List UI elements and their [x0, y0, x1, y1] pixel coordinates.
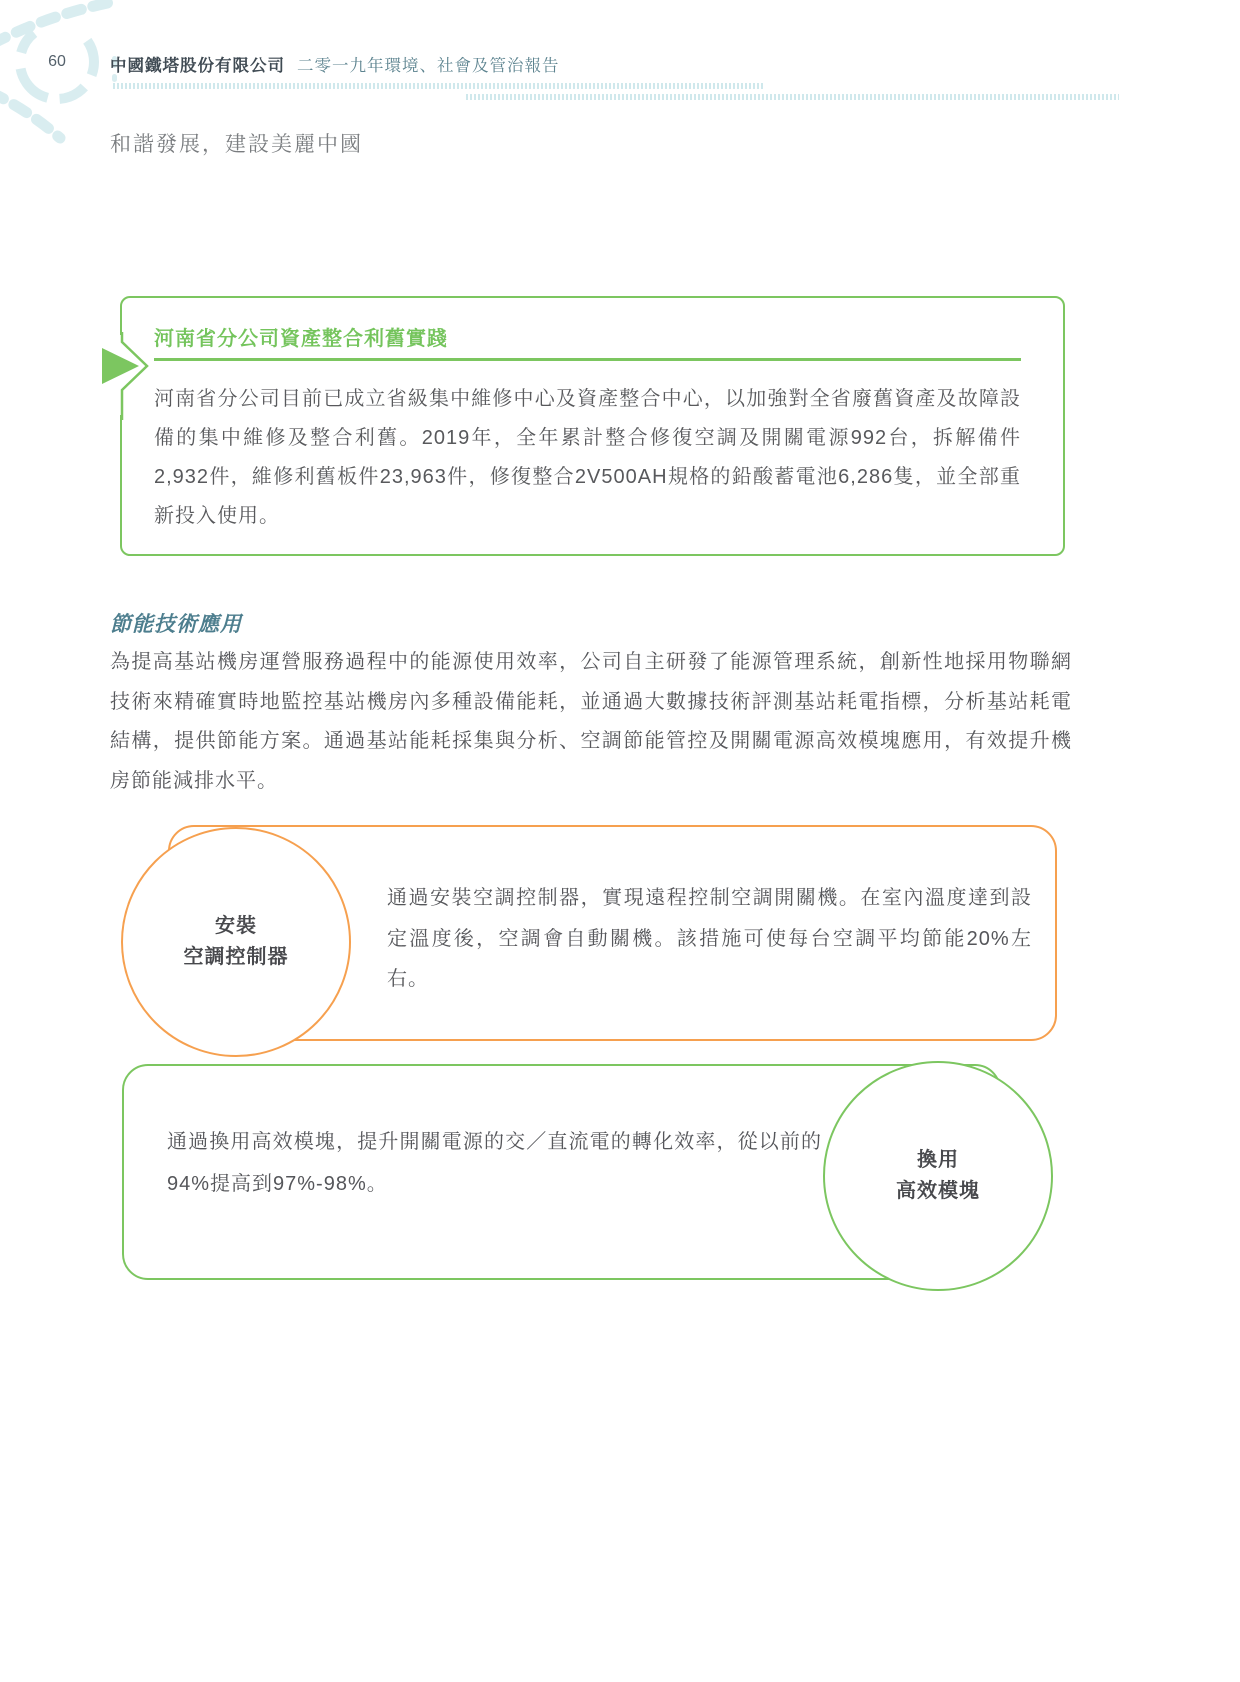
case-box-title-underline — [154, 358, 1021, 361]
bubble-module-label-circle — [823, 1061, 1053, 1291]
page-number: 60 — [48, 53, 66, 70]
header-divider-2 — [466, 94, 1119, 100]
case-box-title: 河南省分公司資產整合利舊實踐 — [154, 328, 448, 350]
company-name: 中國鐵塔股份有限公司 — [110, 57, 285, 75]
section-paragraph: 為提高基站機房運營服務過程中的能源使用效率，公司自主研發了能源管理系統，創新性地採用物聯網技術來精確實時地監控基站機房內多種設備能耗，並通過大數據技術評測基站耗電指標，分析基站耗電結構，提供節能方案。通過基站能耗採集與分析、空調節能管控及開關電源高效模塊應用，有效提升機房節能減排水平。 — [110, 651, 1072, 792]
diagonal-dashes-bottom — [0, 92, 60, 138]
case-study-box — [120, 296, 1065, 556]
bubble-module-text: 通過換用高效模塊，提升開關電源的交／直流電的轉化效率，從以前的94%提高到97%-98%。 — [167, 1131, 822, 1195]
bubble-module-label-line2: 高效模塊 — [896, 1180, 980, 1202]
bubble-aircon-label-line1: 安裝 — [215, 915, 257, 937]
bubble-aircon-text: 通過安裝空調控制器，實現遠程控制空調開關機。在室內溫度達到設定溫度後，空調會自動關機。該措施可使每台空調平均節能20%左右。 — [387, 887, 1032, 990]
case-box-arrow-marker — [94, 332, 152, 420]
header — [110, 52, 560, 76]
bubble-module-label-line1: 換用 — [917, 1149, 959, 1171]
bubble-aircon-label-circle — [121, 827, 351, 1057]
case-box-body: 河南省分公司目前已成立省級集中維修中心及資產整合中心，以加強對全省廢舊資產及故障設備的集中維修及整合利舊。2019年，全年累計整合修復空調及開關電源992台，拆解備件2,932件，維修利舊板件23,963件，修復整合2V500AH規格的鉛酸蓄電池6,286隻，並全部重新投入使用。 — [154, 388, 1021, 527]
header-divider-1 — [113, 83, 763, 89]
report-title: 二零一九年環境、社會及管治報告 — [297, 57, 560, 75]
section-heading: 節能技術應用 — [110, 613, 242, 636]
chapter-tagline: 和諧發展，建設美麗中國 — [110, 133, 363, 156]
bubble-aircon-label-line2: 空調控制器 — [183, 946, 289, 968]
diagonal-dashes-top — [0, 2, 112, 44]
